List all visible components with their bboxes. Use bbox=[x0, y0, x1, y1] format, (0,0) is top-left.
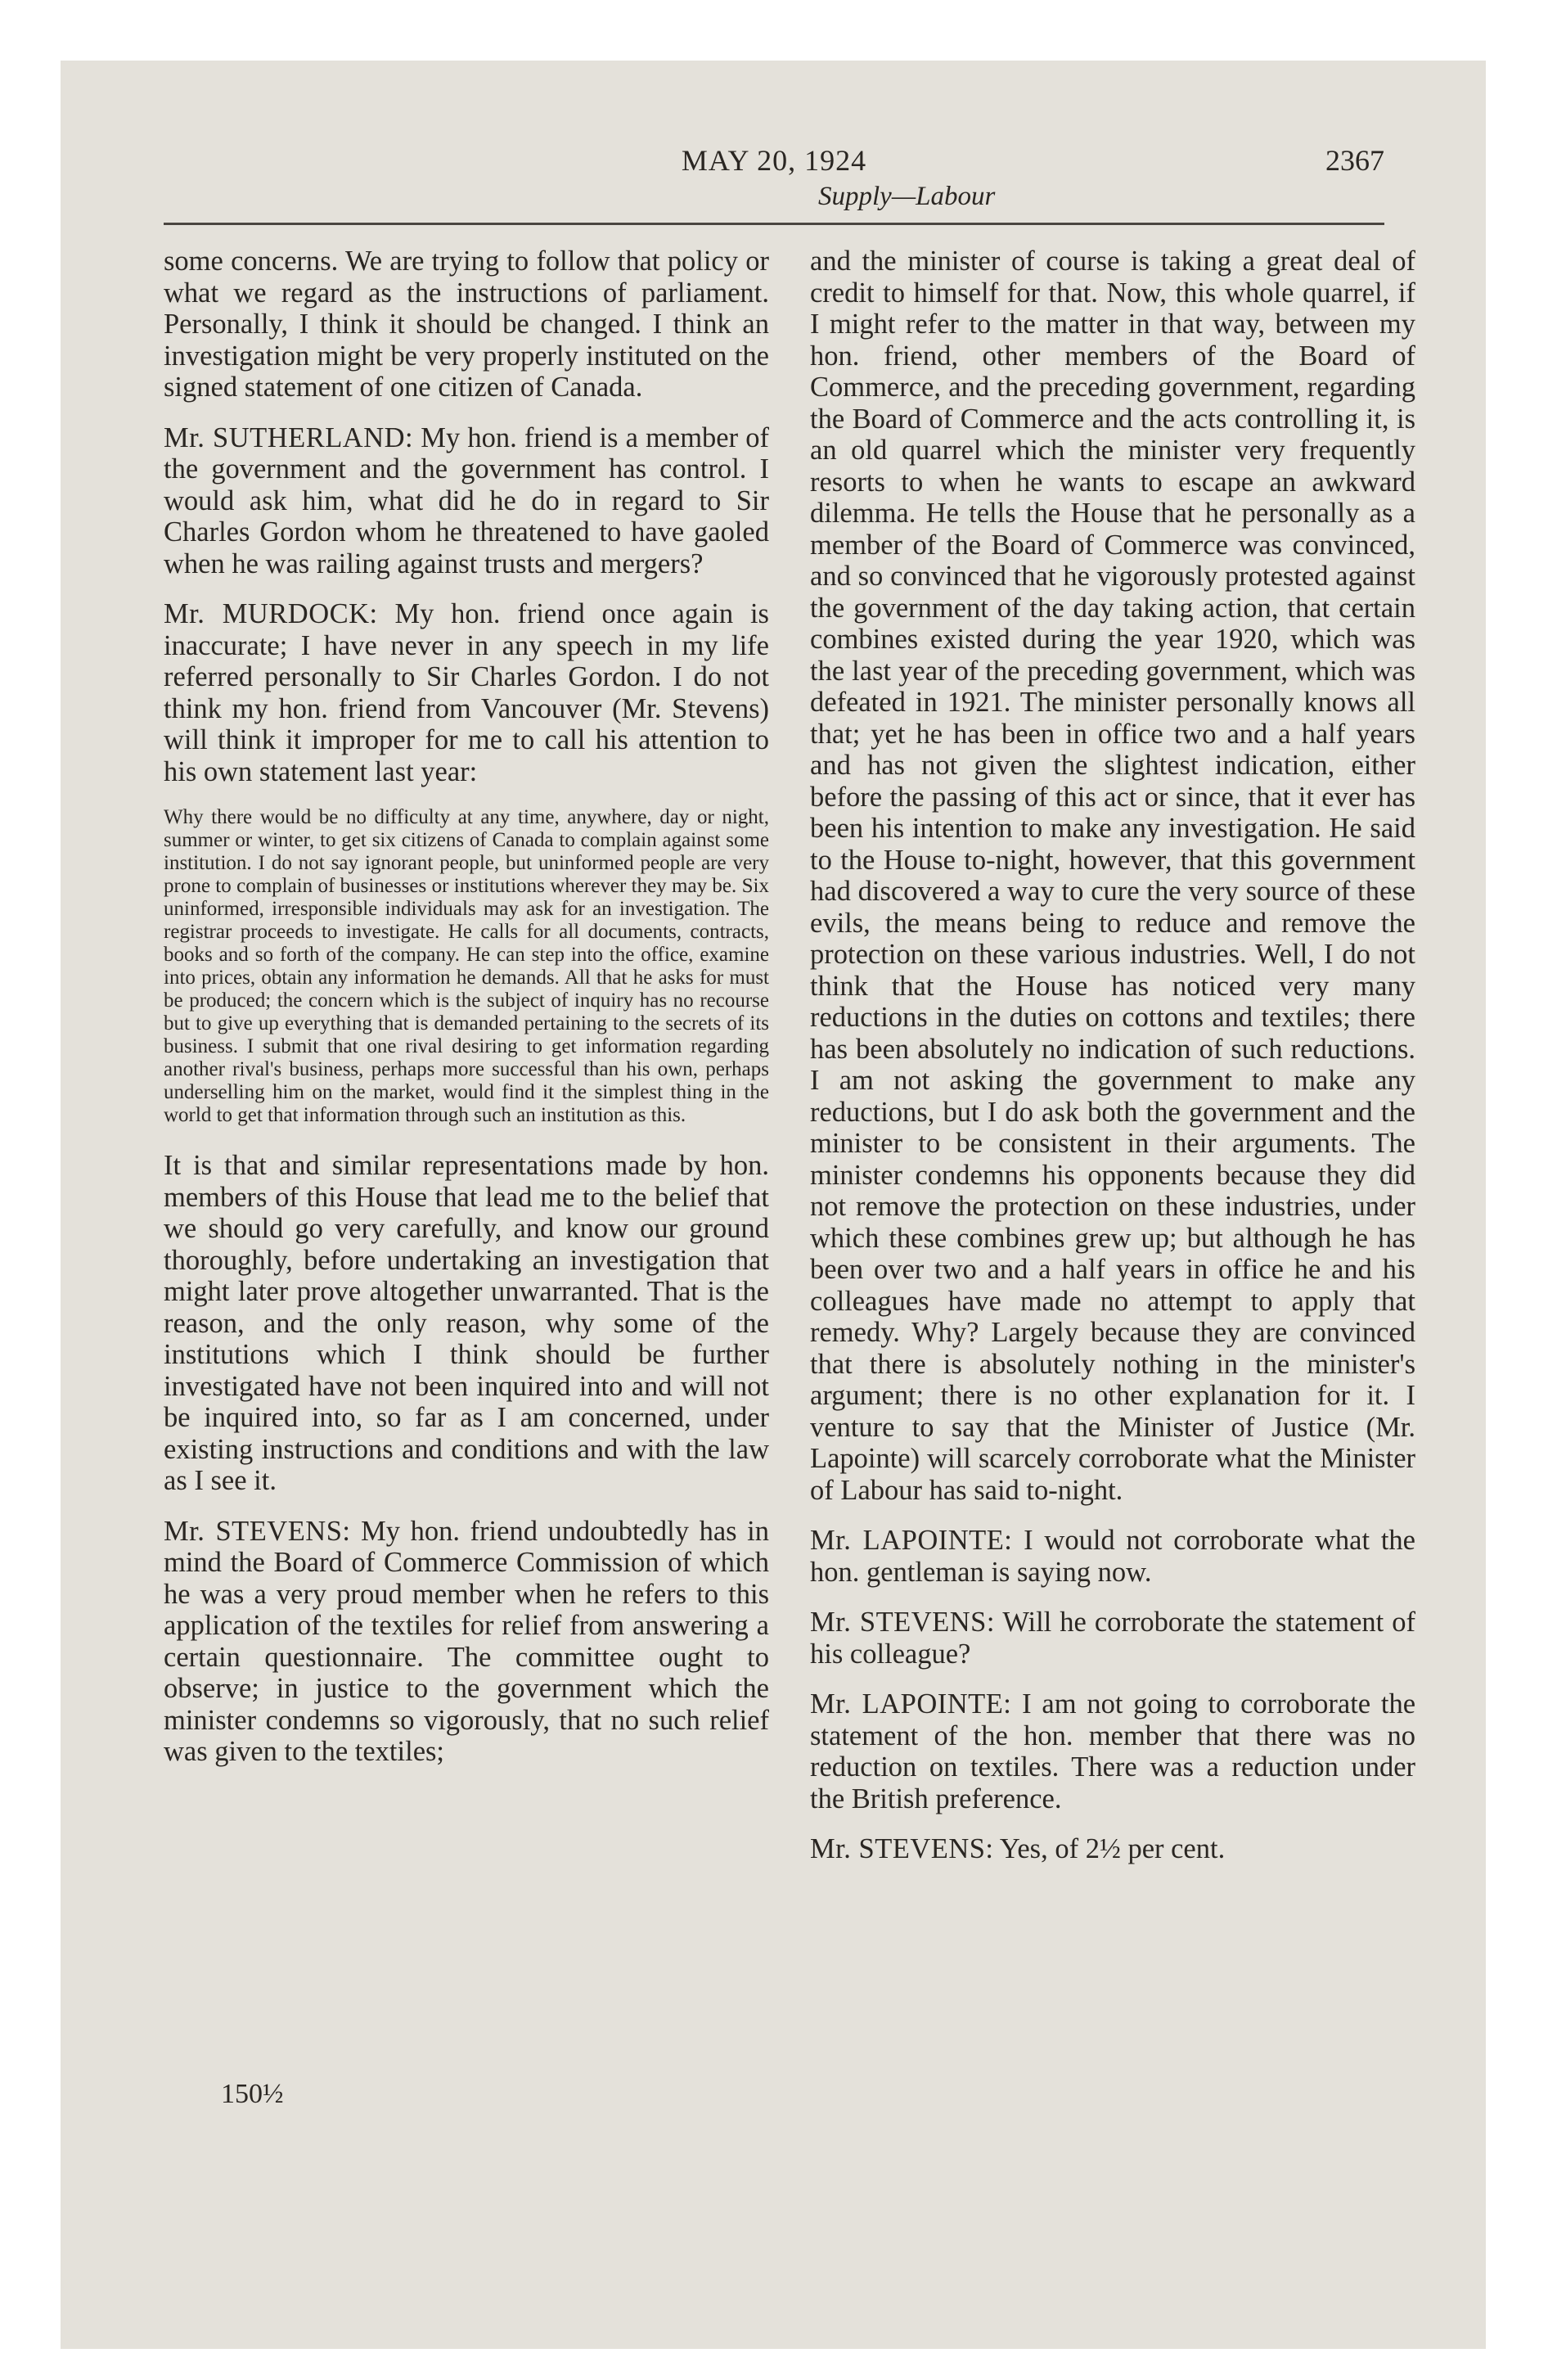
speech-text: Will he corroborate the statement of his colleague? bbox=[810, 1607, 1415, 1670]
speech-text: My hon. friend is a member of the government and the government has control. I would ask him, what did he do in regard to Sir Charles Gordon whom he threatened to have gaoled when he was railing against trusts and mergers? bbox=[164, 421, 769, 579]
quote-text: Why there would be no difficulty at any time, anywhere, day or night, summer or winter, to get six citizens of Canada to complain against some institution. I do not say ignorant people, but uninformed people are very prone to complain of businesses or institutions wherever they may be. Six uninformed, irresponsible individuals may ask for an investigation. The registrar proceeds to investigate. He calls for all documents, contracts, books and so forth of the company. He can step into the office, examine into prices, obtain any information he demands. All that he asks for must be produced; the concern which is the subject of inquiry has no recourse but to give up everything that is demanded pertaining to the secrets of its business. I submit that one rival desiring to get information regarding another rival's business, perhaps more successful than his own, perhaps underselling him on the market, would find it the simplest thing in the world to get that information through such an institution as this. bbox=[164, 806, 769, 1126]
speech-text: My hon. friend undoubtedly has in mind the Board of Commerce Commission of which he was a very proud member when he refers to this application of the textiles for relief from answering a certain questionnaire. The committee ought to observe; in justice to the government which the minister condemns so vigorously, that no such relief was given to the textiles; bbox=[164, 1515, 770, 1767]
speech bbox=[810, 1833, 1415, 1865]
paragraph-text: and the minister of course is taking a great deal of credit to himself for that. Now, this whole quarrel, if I might refer to the matter in that way, between my hon. friend, other members of the Board of Commerce, and the preceding government, regarding the Board of Commerce and the acts controlling it, is an old quarrel which the minister very frequently resorts to when he wants to escape an awkward dilemma. He tells the House that he personally as a member of the Board of Commerce was convinced, and so convinced that he vigorously protested against the government of the day taking action, that certain combines existed during the year 1920, which was the last year of the preceding government, which was defeated in 1921. The minister personally knows all that; yet he has been in office two and a half years and has not given the slightest indication, either before the passing of this act or since, that it ever has been his intention to make any investigation. He said to the House to-night, however, that this government had discovered a way to cure the very source of these evils, the means being to reduce and remove the protection on these various industries. Well, I do not think that the House has noticed very many reductions in the duties on cottons and textiles; there has been absolutely no indication of such reductions. I am not asking the government to make any reductions, but I do ask both the government and the minister to be consistent in their arguments. The minister condemns his opponents because they did not remove the protection on these industries, under which these combines grew up; but although he has been over two and a half years in office he and his colleagues have made no attempt to apply that remedy. Why? Largely because they are convinced that there is absolutely nothing in the minister's argument; there is no other explanation for it. I venture to say that the Minister of Justice (Mr. Lapointe) will scarcely corroborate what the Minister of Labour has said to-night. bbox=[810, 246, 1415, 1506]
folio-mark: 150½ bbox=[221, 2079, 284, 2109]
right-column bbox=[810, 246, 1415, 1884]
paragraph-text: some concerns. We are trying to follow that policy or what we regard as the instructions of parliament. Personally, I think it should be changed. I think an investigation might be very properly instituted on the signed statement of one citizen of Canada. bbox=[164, 246, 769, 403]
speech bbox=[164, 422, 769, 580]
paragraph bbox=[810, 246, 1415, 1506]
block-quote bbox=[164, 806, 769, 1127]
speaker-name: Mr. STEVENS: bbox=[810, 1833, 994, 1864]
speaker-name: Mr. LAPOINTE: bbox=[810, 1688, 1012, 1720]
speaker-name: Mr. STEVENS: bbox=[810, 1607, 995, 1638]
section-title: Supply—Labour bbox=[818, 182, 996, 211]
speaker-name: Mr. LAPOINTE: bbox=[810, 1525, 1013, 1556]
paragraph bbox=[164, 1150, 769, 1497]
speaker-name: Mr. SUTHERLAND: bbox=[164, 421, 414, 453]
speech-text: Yes, of 2½ per cent. bbox=[993, 1833, 1226, 1864]
paragraph-text: It is that and similar representations made by hon. members of this House that lead me to the belief that we should go very carefully, and know our ground thoroughly, before undertaking an investigation that might later prove altogether unwarranted. That is the reason, and the only reason, why some of the institutions which I think should be further investigated have not been inquired into and will not be inquired into, so far as I am concerned, under existing instructions and conditions and with the law as I see it. bbox=[164, 1150, 769, 1496]
speech-text: My hon. friend once again is inaccurate; I have never in any speech in my life referred personally to Sir Charles Gordon. I do not think my hon. friend from Vancouver (Mr. Stevens) will think it improper for me to call his attention to his own statement last year: bbox=[164, 598, 769, 787]
speech bbox=[164, 1516, 769, 1768]
speech bbox=[164, 598, 769, 787]
page-header bbox=[164, 143, 1384, 186]
speech bbox=[810, 1688, 1415, 1814]
speaker-name: Mr. STEVENS: bbox=[164, 1515, 351, 1547]
paragraph bbox=[164, 246, 769, 403]
speech-text: I am not going to corroborate the statement of the hon. member that there was no reduction on textiles. There was a reduction under the British preference. bbox=[810, 1688, 1416, 1814]
left-column bbox=[164, 246, 769, 1787]
page-number: 2367 bbox=[1325, 144, 1384, 177]
speech bbox=[810, 1607, 1415, 1670]
header-date: MAY 20, 1924 bbox=[681, 144, 867, 177]
speaker-name: Mr. MURDOCK: bbox=[164, 598, 378, 629]
speech-text: I would not corroborate what the hon. gentleman is saying now. bbox=[810, 1525, 1415, 1588]
speech bbox=[810, 1525, 1415, 1588]
header-rule bbox=[164, 223, 1384, 225]
